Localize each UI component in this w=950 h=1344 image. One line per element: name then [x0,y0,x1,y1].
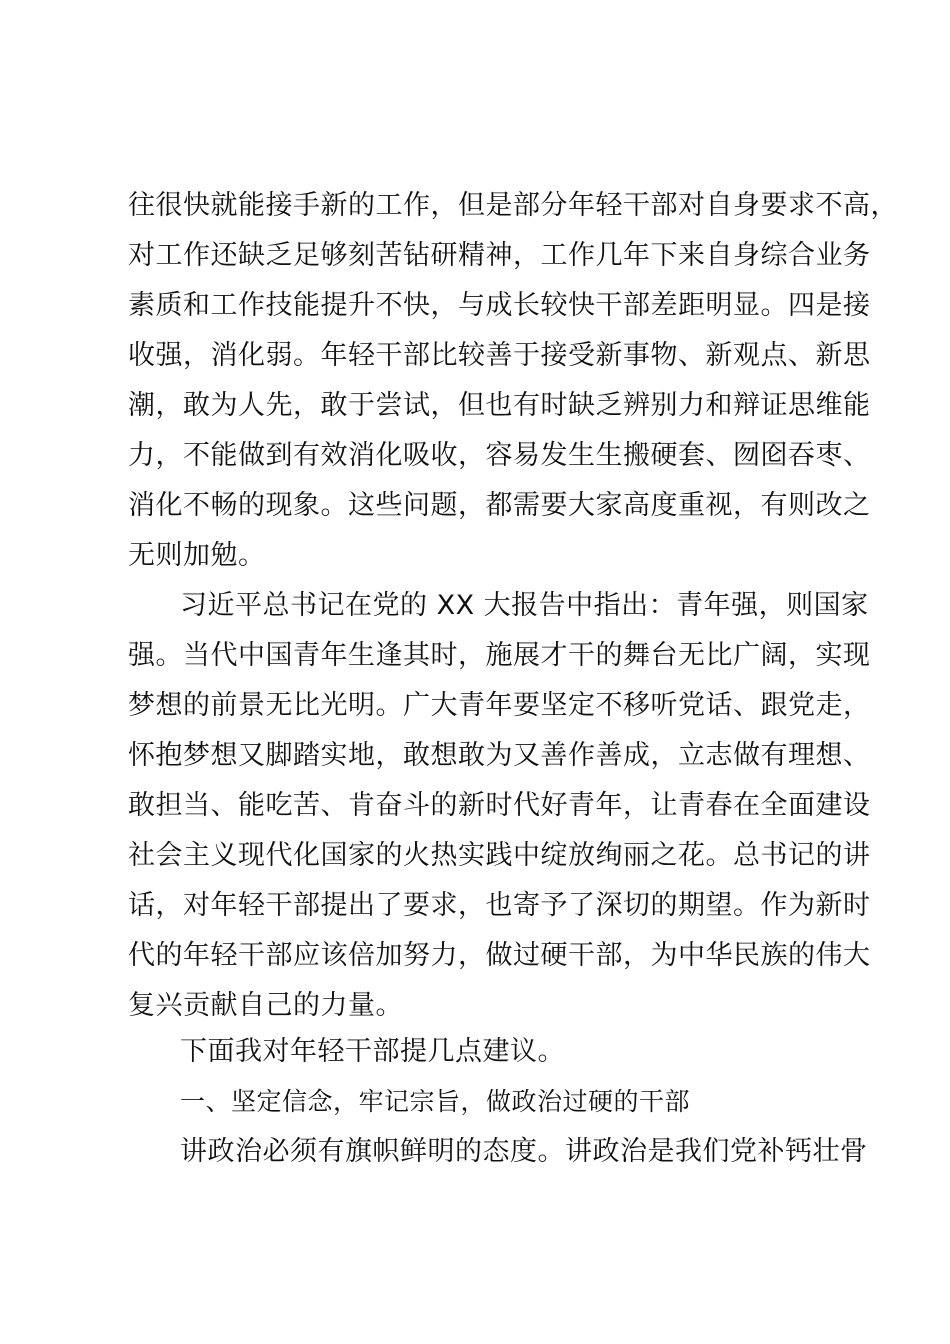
paragraph-4 [128,1127,868,1177]
paragraph-line: 怀抱梦想又脚踏实地，敢想敢为又善作善成，立志做有理想、 [128,740,871,771]
paragraph-line: 消化不畅的现象。这些问题，都需要大家高度重视，有则改之 [128,490,871,521]
paragraph-line: 收强，消化弱。年轻干部比较善于接受新事物、新观点、新思 [128,340,871,371]
paragraph-line: 下面我对年轻干部提几点建议。 [180,1036,565,1067]
paragraph-line: 社会主义现代化国家的火热实践中绽放绚丽之花。总书记的讲 [128,840,871,871]
section-heading [128,1077,868,1127]
paragraph-line: 潮，敢为人先，敢于尝试，但也有时缺乏辨别力和辩证思维能 [128,390,871,421]
paragraph-line: 往很快就能接手新的工作，但是部分年轻干部对自身要求不高， [128,190,898,221]
paragraph-line: 力，不能做到有效消化吸收，容易发生生搬硬套、囫囵吞枣、 [128,440,871,471]
paragraph-line: 讲政治必须有旗帜鲜明的态度。讲政治是我们党补钙壮骨 [180,1136,868,1167]
paragraph-1 [128,181,898,581]
paragraph-3 [128,1027,868,1077]
paragraph-line: 无则加勉。 [128,540,266,571]
paragraph-line: 梦想的前景无比光明。广大青年要坚定不移听党话、跟党走， [128,690,871,721]
paragraph-line: 习近平总书记在党的 XX 大报告中指出：青年强，则国家 [180,590,869,621]
paragraph-line: 话，对年轻干部提出了要求，也寄予了深切的期望。作为新时 [128,890,871,921]
paragraph-line: 敢担当、能吃苦、肯奋斗的新时代好青年，让青春在全面建设 [128,790,871,821]
section-heading-text: 一、坚定信念，牢记宗旨，做政治过硬的干部 [180,1087,691,1116]
paragraph-line: 代的年轻干部应该倍加努力，做过硬干部，为中华民族的伟大 [128,940,871,971]
paragraph-line: 复兴贡献自己的力量。 [128,990,403,1021]
paragraph-line: 对工作还缺乏足够刻苦钻研精神，工作几年下来自身综合业务 [128,240,871,271]
paragraph-line: 强。当代中国青年生逢其时，施展才干的舞台无比广阔，实现 [128,640,871,671]
paragraph-line: 素质和工作技能提升不快，与成长较快干部差距明显。四是接 [128,290,871,321]
paragraph-2 [128,581,871,1031]
